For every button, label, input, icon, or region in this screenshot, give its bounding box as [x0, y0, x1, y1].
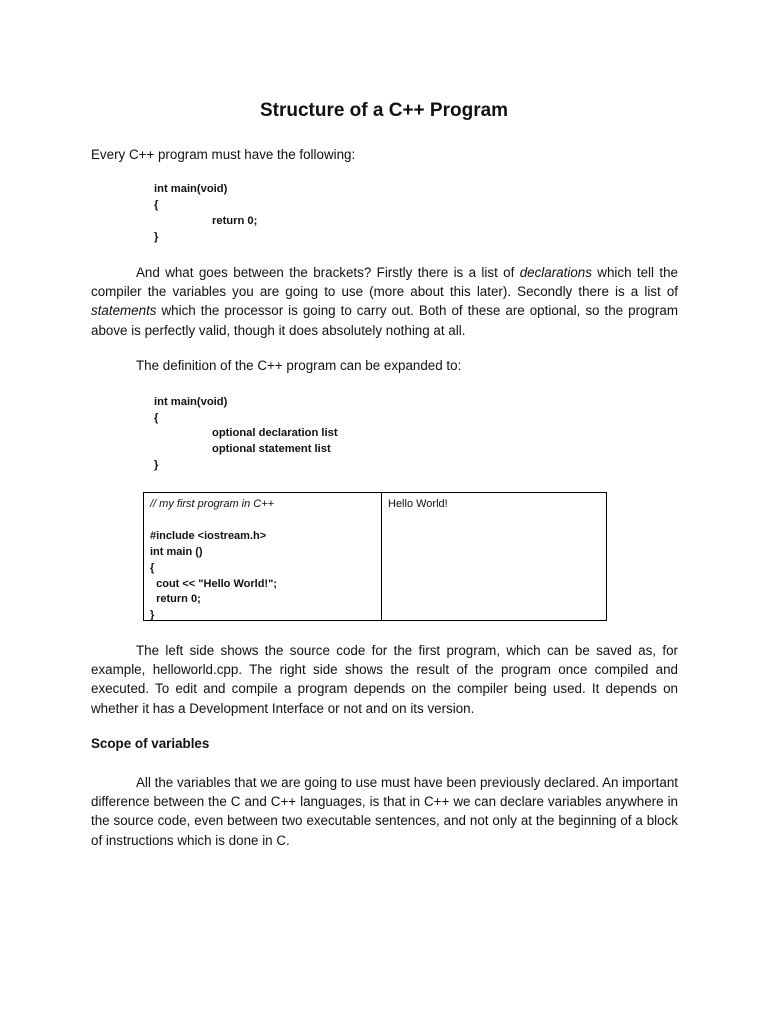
code-line: } — [150, 609, 155, 622]
code-line: cout << "Hello World!"; — [150, 577, 277, 590]
paragraph-brackets — [91, 263, 678, 340]
code-line: { — [150, 561, 155, 574]
code-line: } — [154, 459, 159, 471]
intro-text: Every C++ program must have the following: — [91, 147, 356, 162]
para-text: All the variables that we are going to use must have been previously declared. An important difference between the C and C++ languages, is that in C++ we can declare variables anywhere in the source code, even between two executable sentences, and not only at the beginning of a block of instructions which is done in C. — [91, 775, 678, 848]
code-line: { — [154, 199, 159, 211]
code-line: int main(void) — [154, 396, 228, 408]
code-line: int main () — [150, 545, 203, 558]
example-table — [143, 492, 607, 621]
source-code-cell — [150, 497, 277, 624]
code-line: optional statement list — [212, 443, 331, 455]
para-text: which the processor is going to carry out. Both of these are optional, so the program above is perfectly valid, though it does absolutely nothing at all. — [91, 303, 678, 338]
para-text: And what goes between the brackets? Firstly there is a list of — [136, 265, 520, 280]
code-line: return 0; — [212, 215, 258, 227]
code-comment: // my first program in C++ — [150, 498, 275, 510]
paragraph-source-explanation — [91, 641, 678, 718]
section-heading-scope: Scope of variables — [91, 736, 210, 751]
output-cell: Hello World! — [388, 498, 448, 510]
code-line: } — [154, 231, 159, 243]
para-emphasis: declarations — [519, 265, 592, 280]
table-divider — [381, 493, 382, 620]
code-line: return 0; — [150, 593, 201, 606]
definition-text: The definition of the C++ program can be expanded to: — [136, 358, 462, 373]
paragraph-scope — [91, 773, 678, 850]
page-title: Structure of a C++ Program — [259, 100, 509, 121]
para-emphasis: statements — [91, 303, 157, 319]
code-line: { — [154, 412, 159, 424]
code-line: #include <iostream.h> — [150, 529, 267, 542]
code-line: optional declaration list — [212, 427, 338, 439]
code-line: int main(void) — [154, 183, 228, 195]
para-text: which tell the compiler the variables you are going to use (more about this later). Secondly there is a list of — [91, 265, 678, 300]
para-text: The left side shows the source code for the first program, which can be saved as, for example, helloworld.cpp. The right side shows the result of the program once compiled and executed. To edit and compile a program depends on the compiler being used. It depends on whether it has a Development Interface or not and on its version. — [91, 643, 678, 716]
